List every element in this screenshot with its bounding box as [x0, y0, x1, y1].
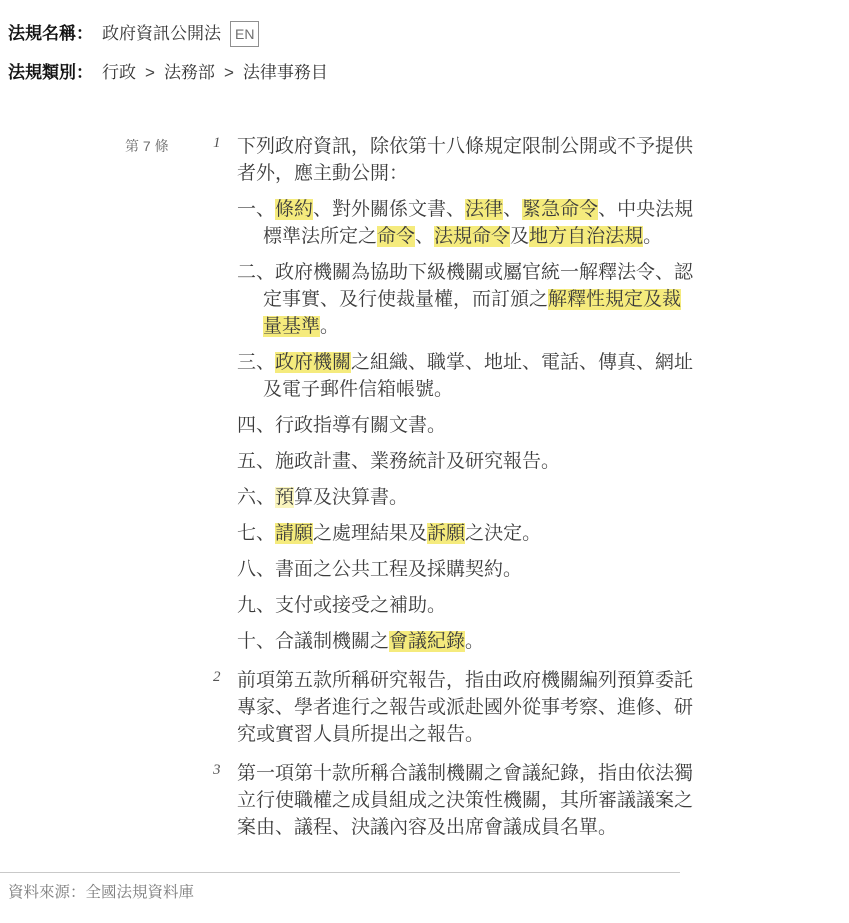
breadcrumb [102, 63, 328, 83]
law-subitem [237, 448, 697, 475]
text-segment: 下列政府資訊，除依第十八條規定限制公開或不予提供者外，應主動公開： [237, 136, 694, 184]
breadcrumb-separator: > [145, 63, 155, 82]
text-segment: 及 [510, 226, 530, 247]
law-name-row [8, 21, 849, 47]
breadcrumb-item-2[interactable]: 法務部 [163, 63, 215, 82]
highlighted-text: 緊急命令 [522, 199, 599, 220]
text-segment: 。 [643, 226, 663, 247]
law-category-row [8, 63, 849, 83]
text-segment: 算及決算書。 [294, 487, 409, 508]
item-marker: 三、 [237, 352, 276, 373]
text-segment: 、中央法規標準法所定之 [263, 199, 694, 247]
law-subitem [237, 259, 697, 340]
item-marker: 一、 [237, 199, 276, 220]
text-segment: 支付或接受之補助。 [275, 595, 447, 616]
law-subitem [237, 592, 697, 619]
item-marker: 二、 [237, 262, 276, 283]
english-version-badge[interactable]: EN [230, 21, 259, 47]
article-body [213, 133, 697, 853]
law-subitem [237, 484, 697, 511]
text-segment: 之處理結果及 [313, 523, 428, 544]
item-marker: 六、 [237, 487, 276, 508]
highlighted-text: 政府機關 [275, 352, 352, 373]
paragraph-number: 2 [213, 669, 221, 685]
text-segment: 之組織、職掌、地址、電話、傳真、網址及電子郵件信箱帳號。 [263, 352, 694, 400]
breadcrumb-separator: > [223, 63, 234, 82]
item-marker: 四、 [237, 415, 276, 436]
breadcrumb-item-1[interactable]: 行政 [102, 63, 136, 82]
paragraph-text [237, 667, 697, 748]
item-marker: 十、 [237, 631, 276, 652]
text-segment: 、對外關係文書、 [313, 199, 466, 220]
data-source-label: 資料來源：全國法規資料庫 [8, 884, 195, 901]
item-marker: 九、 [237, 595, 276, 616]
law-paragraph [213, 133, 697, 655]
breadcrumb-item-3[interactable]: 法律事務目 [242, 63, 328, 82]
highlighted-text: 命令 [377, 226, 416, 247]
law-subitem [237, 520, 697, 547]
text-segment: 施政計畫、業務統計及研究報告。 [275, 451, 561, 472]
item-marker: 七、 [237, 523, 276, 544]
highlighted-text: 地方自治法規 [529, 226, 644, 247]
text-segment: 。 [465, 631, 485, 652]
highlighted-text: 法規命令 [434, 226, 511, 247]
text-segment: 書面之公共工程及採購契約。 [275, 559, 523, 580]
paragraph-text [237, 133, 697, 187]
text-segment: 政府機關為協助下級機關或屬官統一解釋法令、認定事實、及行使裁量權，而訂頒之 [263, 262, 694, 310]
text-segment: 行政指導有關文書。 [275, 415, 447, 436]
law-name-value: 政府資訊公開法 [102, 24, 221, 43]
paragraph-content [237, 133, 697, 655]
law-subitem [237, 556, 697, 583]
page-footer [0, 872, 849, 902]
law-paragraph [213, 760, 697, 841]
item-marker: 五、 [237, 451, 276, 472]
item-marker: 八、 [237, 559, 276, 580]
text-segment: 前項第五款所稱研究報告，指由政府機關編列預算委託專家、學者進行之報告或派赴國外從事考察、進修、研究或實習人員所提出之報告。 [237, 670, 694, 745]
highlighted-text: 請願 [275, 523, 314, 544]
text-segment: 。 [320, 316, 340, 337]
highlighted-text: 訴願 [427, 523, 466, 544]
law-subitem [237, 196, 697, 250]
text-segment: 之決定。 [465, 523, 542, 544]
paragraph-number: 1 [213, 135, 221, 151]
law-category-label: 法規類別： [8, 63, 93, 82]
highlighted-text: 會議紀錄 [389, 631, 466, 652]
text-segment: 、 [503, 199, 523, 220]
footer-divider [0, 872, 680, 873]
article-number: 第 7 條 [125, 138, 169, 154]
highlighted-text: 預 [275, 487, 295, 508]
highlighted-text: 法律 [465, 199, 504, 220]
paragraph-text [237, 760, 697, 841]
paragraph-content [237, 667, 697, 748]
law-name-label: 法規名稱： [8, 24, 93, 43]
text-segment: 、 [415, 226, 435, 247]
law-paragraph [213, 667, 697, 748]
highlighted-text: 條約 [275, 199, 314, 220]
law-header [0, 0, 849, 83]
text-segment: 合議制機關之 [275, 631, 390, 652]
paragraph-number: 3 [213, 762, 221, 778]
paragraph-content [237, 760, 697, 841]
highlighted-text: 解釋性規定及裁量基準 [263, 289, 682, 337]
article-section [125, 133, 849, 853]
text-segment: 第一項第十款所稱合議制機關之會議紀錄，指由依法獨立行使職權之成員組成之決策性機關，其所審議議案之案由、議程、決議內容及出席會議成員名單。 [237, 763, 694, 838]
law-subitem [237, 628, 697, 655]
law-subitem [237, 412, 697, 439]
law-subitem [237, 349, 697, 403]
